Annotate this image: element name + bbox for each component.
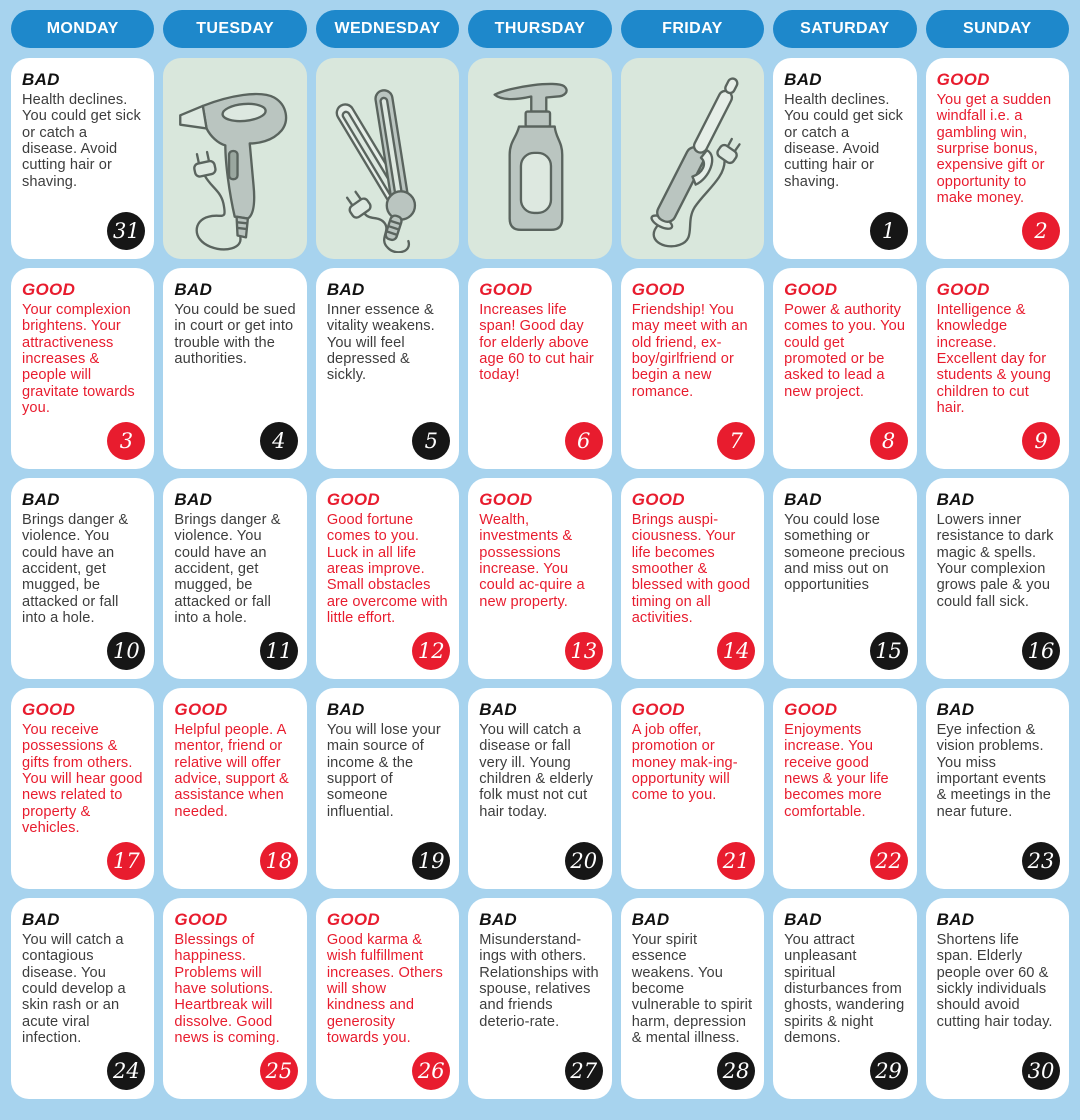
weekday-header-row	[11, 10, 1069, 48]
rating-label: GOOD	[631, 700, 685, 719]
rating-label: GOOD	[22, 280, 76, 299]
card-text: Your complexion brightens. Your attractiveness increases & people will gravitate towards you.	[22, 302, 135, 417]
card-text: Brings danger & violence. You could have an accident, get mugged, be attacked or fall into a hole.	[174, 512, 281, 627]
rating-label: GOOD	[936, 70, 990, 89]
weekday-pill-wednesday: WEDNESDAY	[316, 10, 459, 48]
rating-label: GOOD	[174, 700, 228, 719]
day-number-badge: 28	[717, 1052, 755, 1090]
day-number-badge: 8	[870, 422, 908, 460]
rating-label: GOOD	[326, 490, 380, 509]
day-number-badge: 19	[412, 842, 450, 880]
day-number-badge: 2	[1022, 212, 1060, 250]
day-number-badge: 26	[412, 1052, 450, 1090]
day-number-badge: 30	[1022, 1052, 1060, 1090]
card-text: Wealth, investments & possessions increase. You could ac-quire a new property.	[479, 512, 585, 610]
day-card-7	[621, 268, 764, 469]
card-text: You receive possessions & gifts from others. You will hear good news related to property & vehicles.	[22, 722, 143, 837]
rating-label: GOOD	[479, 280, 533, 299]
hair-dryer-card	[163, 58, 306, 259]
day-card-1	[773, 58, 916, 259]
card-text: Increases life span! Good day for elderly above age 60 to cut hair today!	[479, 302, 594, 384]
card-text: You could lose something or someone precious and miss out on opportunities	[784, 512, 905, 594]
shampoo-bottle-icon	[474, 64, 605, 253]
day-card-2	[926, 58, 1069, 259]
rating-label: GOOD	[479, 490, 533, 509]
card-text: You could be sued in court or get into trouble with the authorities.	[174, 302, 296, 368]
card-text: Health declines. You could get sick or catch a disease. Avoid cutting hair or shaving.	[22, 92, 141, 190]
day-number-badge: 31	[107, 212, 145, 250]
rating-label: BAD	[479, 910, 518, 929]
day-number-badge: 4	[260, 422, 298, 460]
day-card-24	[11, 898, 154, 1099]
card-text: Intelligence & knowledge increase. Excellent day for students & young children to cut hair.	[936, 302, 1051, 417]
day-card-12	[316, 478, 459, 679]
rating-label: GOOD	[631, 490, 685, 509]
day-number-badge: 16	[1022, 632, 1060, 670]
day-card-25	[163, 898, 306, 1099]
day-number-badge: 13	[565, 632, 603, 670]
day-card-8	[773, 268, 916, 469]
day-number-badge: 20	[565, 842, 603, 880]
day-card-3	[11, 268, 154, 469]
rating-label: BAD	[784, 70, 822, 89]
card-text: You attract unpleasant spiritual disturbances from ghosts, wandering spirits & night demons.	[784, 932, 905, 1047]
rating-label: BAD	[174, 490, 213, 509]
weekday-pill-tuesday: TUESDAY	[163, 10, 306, 48]
rating-label: BAD	[326, 700, 365, 719]
day-card-27	[468, 898, 611, 1099]
day-card-13	[468, 478, 611, 679]
rating-label: BAD	[936, 490, 975, 509]
card-text: Health declines. You could get sick or catch a disease. Avoid cutting hair or shaving.	[784, 92, 904, 190]
day-number-badge: 1	[870, 212, 908, 250]
day-card-10	[11, 478, 154, 679]
day-number-badge: 9	[1022, 422, 1060, 460]
weekday-pill-friday: FRIDAY	[621, 10, 764, 48]
day-number-badge: 14	[717, 632, 755, 670]
card-text: Blessings of happiness. Problems will have solutions. Heartbreak will dissolve. Good news is coming.	[174, 932, 280, 1047]
day-card-28	[621, 898, 764, 1099]
day-card-6	[468, 268, 611, 469]
day-card-14	[621, 478, 764, 679]
card-text: Inner essence & vitality weakens. You will feel depressed & sickly.	[326, 302, 435, 384]
day-card-21	[621, 688, 764, 889]
card-text: Brings danger & violence. You could have an accident, get mugged, be attacked or fall into a hole.	[22, 512, 129, 627]
card-text: You will catch a contagious disease. You could develop a skin rash or an acute viral infection.	[22, 932, 126, 1047]
rating-label: BAD	[631, 910, 670, 929]
rating-label: BAD	[784, 490, 822, 509]
rating-label: BAD	[174, 280, 213, 299]
day-number-badge: 3	[107, 422, 145, 460]
day-number-badge: 7	[717, 422, 755, 460]
card-text: You get a sudden windfall i.e. a gambling win, surprise bonus, expensive gift or opportunity to make money.	[936, 92, 1052, 207]
shampoo-bottle-card	[468, 58, 611, 259]
day-card-18	[163, 688, 306, 889]
rating-label: BAD	[22, 70, 60, 89]
curling-iron-icon	[627, 64, 758, 253]
day-number-badge: 27	[565, 1052, 603, 1090]
day-number-badge: 15	[870, 632, 908, 670]
card-text: Brings auspi-ciousness. Your life becomes smoother & blessed with good timing on all activities.	[631, 512, 751, 627]
weekday-pill-thursday: THURSDAY	[468, 10, 611, 48]
day-number-badge: 10	[107, 632, 145, 670]
day-card-22	[773, 688, 916, 889]
weekday-pill-monday: MONDAY	[11, 10, 154, 48]
day-card-5	[316, 268, 459, 469]
day-number-badge: 29	[870, 1052, 908, 1090]
rating-label: BAD	[784, 910, 822, 929]
day-card-30	[926, 898, 1069, 1099]
rating-label: BAD	[22, 490, 60, 509]
card-text: Good fortune comes to you. Luck in all life areas improve. Small obstacles are overcome with little effort.	[326, 512, 448, 627]
card-text: Shortens life span. Elderly people over 60 & sickly individuals should avoid cutting hair today.	[936, 932, 1053, 1030]
card-text: Your spirit essence weakens. You become vulnerable to spirit harm, depression & mental illness.	[631, 932, 753, 1047]
rating-label: GOOD	[631, 280, 685, 299]
rating-label: BAD	[22, 910, 60, 929]
day-number-badge: 6	[565, 422, 603, 460]
day-card-15	[773, 478, 916, 679]
day-card-31	[11, 58, 154, 259]
weekday-pill-saturday: SATURDAY	[773, 10, 916, 48]
day-number-badge: 24	[107, 1052, 145, 1090]
day-card-19	[316, 688, 459, 889]
card-text: A job offer, promotion or money mak-ing-opportunity will come to you.	[631, 722, 738, 804]
card-text: Power & authority comes to you. You could get promoted or be asked to lead a new project.	[784, 302, 906, 400]
day-card-26	[316, 898, 459, 1099]
day-number-badge: 21	[717, 842, 755, 880]
hair-dryer-icon	[169, 64, 300, 253]
rating-label: GOOD	[784, 280, 838, 299]
rating-label: GOOD	[936, 280, 990, 299]
card-text: Enjoyments increase. You receive good news & your life becomes more comfortable.	[784, 722, 889, 820]
curling-iron-card	[621, 58, 764, 259]
day-card-29	[773, 898, 916, 1099]
card-text: Good karma & wish fulfillment increases. Others will show kindness and generosity towards you.	[326, 932, 443, 1047]
day-number-badge: 11	[260, 632, 298, 670]
rating-label: GOOD	[326, 910, 380, 929]
day-card-23	[926, 688, 1069, 889]
day-card-20	[468, 688, 611, 889]
day-number-badge: 23	[1022, 842, 1060, 880]
calendar-grid	[11, 58, 1069, 1099]
day-number-badge: 18	[260, 842, 298, 880]
card-text: Misunderstand-ings with others. Relationships with spouse, relatives and friends deterio-rate.	[479, 932, 599, 1030]
day-number-badge: 25	[260, 1052, 298, 1090]
card-text: Helpful people. A mentor, friend or relative will offer advice, support & assistance when needed.	[174, 722, 289, 820]
card-text: You will lose your main source of income & the support of someone influential.	[326, 722, 441, 820]
day-card-11	[163, 478, 306, 679]
rating-label: GOOD	[174, 910, 228, 929]
rating-label: BAD	[326, 280, 365, 299]
day-card-17	[11, 688, 154, 889]
day-number-badge: 17	[107, 842, 145, 880]
rating-label: GOOD	[784, 700, 838, 719]
card-text: You will catch a disease or fall very ill. Young children & elderly folk must not cut hair today.	[479, 722, 594, 820]
day-card-4	[163, 268, 306, 469]
day-number-badge: 12	[412, 632, 450, 670]
day-number-badge: 5	[412, 422, 450, 460]
rating-label: GOOD	[22, 700, 76, 719]
card-text: Eye infection & vision problems. You miss important events & meetings in the near future.	[936, 722, 1052, 820]
day-number-badge: 22	[870, 842, 908, 880]
flat-iron-icon	[322, 64, 453, 253]
day-card-16	[926, 478, 1069, 679]
flat-iron-card	[316, 58, 459, 259]
rating-label: BAD	[936, 700, 975, 719]
day-card-9	[926, 268, 1069, 469]
weekday-pill-sunday: SUNDAY	[926, 10, 1069, 48]
rating-label: BAD	[936, 910, 975, 929]
rating-label: BAD	[479, 700, 518, 719]
card-text: Friendship! You may meet with an old friend, ex-boy/girlfriend or begin a new romance.	[631, 302, 748, 400]
card-text: Lowers inner resistance to dark magic & spells. Your complexion grows pale & you could fall sick.	[936, 512, 1054, 610]
